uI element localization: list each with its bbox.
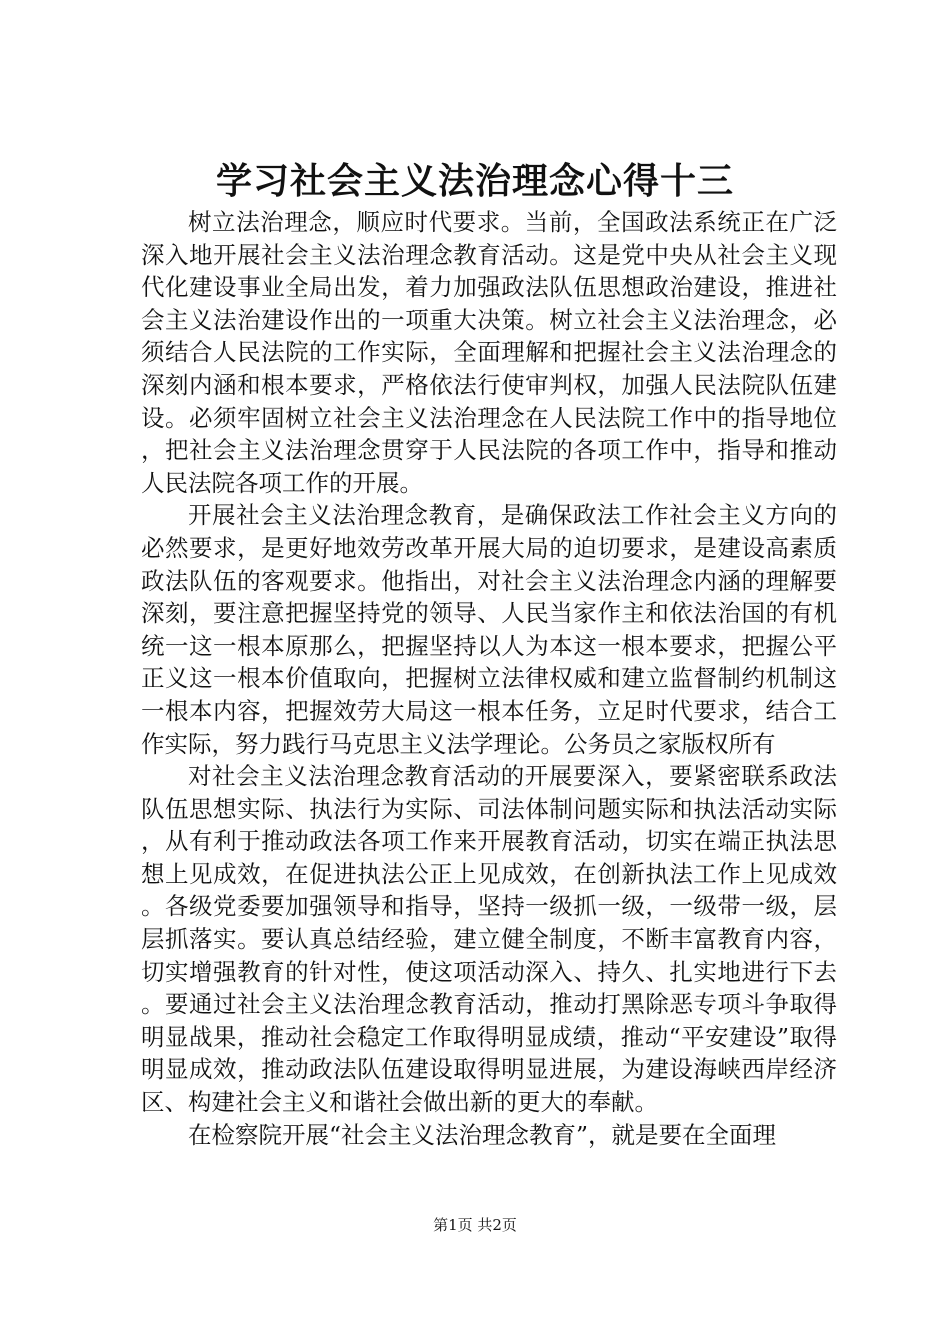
paragraph-3: 对社会主义法治理念教育活动的开展要深入，要紧密联系政法队伍思想实际、执法行为实际、司法体制问题实际和执法活动实际，从有利于推动政法各项工作来开展教育活动，切实在端正执法思想上见成效，在促进执法公正上见成效，在创新执法工作上见成效。各级党委要加强领导和指导，坚持一级抓一级，一级带一级，层层抓落实。要认真总结经验，建立健全制度，不断丰富教育内容，切实增强教育的针对性，使这项活动深入、持久、扎实地进行下去。要通过社会主义法治理念教育活动，推动打黑除恶专项斗争取得明显战果，推动社会稳定工作取得明显成绩，推动“平安建设”取得明显成效，推动政法队伍建设取得明显进展，为建设海峡西岸经济区、构建社会主义和谐社会做出新的更大的奉献。	[141, 762, 837, 1117]
paragraph-1: 树立法治理念，顺应时代要求。当前，全国政法系统正在广泛深入地开展社会主义法治理念教育活动。这是党中央从社会主义现代化建设事业全局出发，着力加强政法队伍思想政治建设，推进社会主义法治建设作出的一项重大决策。树立社会主义法治理念，必须结合人民法院的工作实际，全面理解和把握社会主义法治理念的深刻内涵和根本要求，严格依法行使审判权，加强人民法院队伍建设。必须牢固树立社会主义法治理念在人民法院工作中的指导地位，把社会主义法治理念贯穿于人民法院的各项工作中，指导和推动人民法院各项工作的开展。	[141, 208, 837, 497]
document-title: 学习社会主义法治理念心得十三	[215, 160, 734, 202]
page-number-footer: 第1页 共2页	[433, 1216, 517, 1234]
paragraph-2: 开展社会主义法治理念教育，是确保政法工作社会主义方向的必然要求，是更好地效劳改革开展大局的迫切要求，是建设高素质政法队伍的客观要求。他指出，对社会主义法治理念内涵的理解要深刻，要注意把握坚持党的领导、人民当家作主和依法治国的有机统一这一根本原那么，把握坚持以人为本这一根本要求，把握公平正义这一根本价值取向，把握树立法律权威和建立监督制约机制这一根本内容，把握效劳大局这一根本任务，立足时代要求，结合工作实际，努力践行马克思主义法学理论。公务员之家版权所有	[141, 501, 837, 758]
document-body	[141, 206, 837, 1151]
paragraph-4: 在检察院开展“社会主义法治理念教育”，就是要在全面理	[188, 1120, 777, 1149]
